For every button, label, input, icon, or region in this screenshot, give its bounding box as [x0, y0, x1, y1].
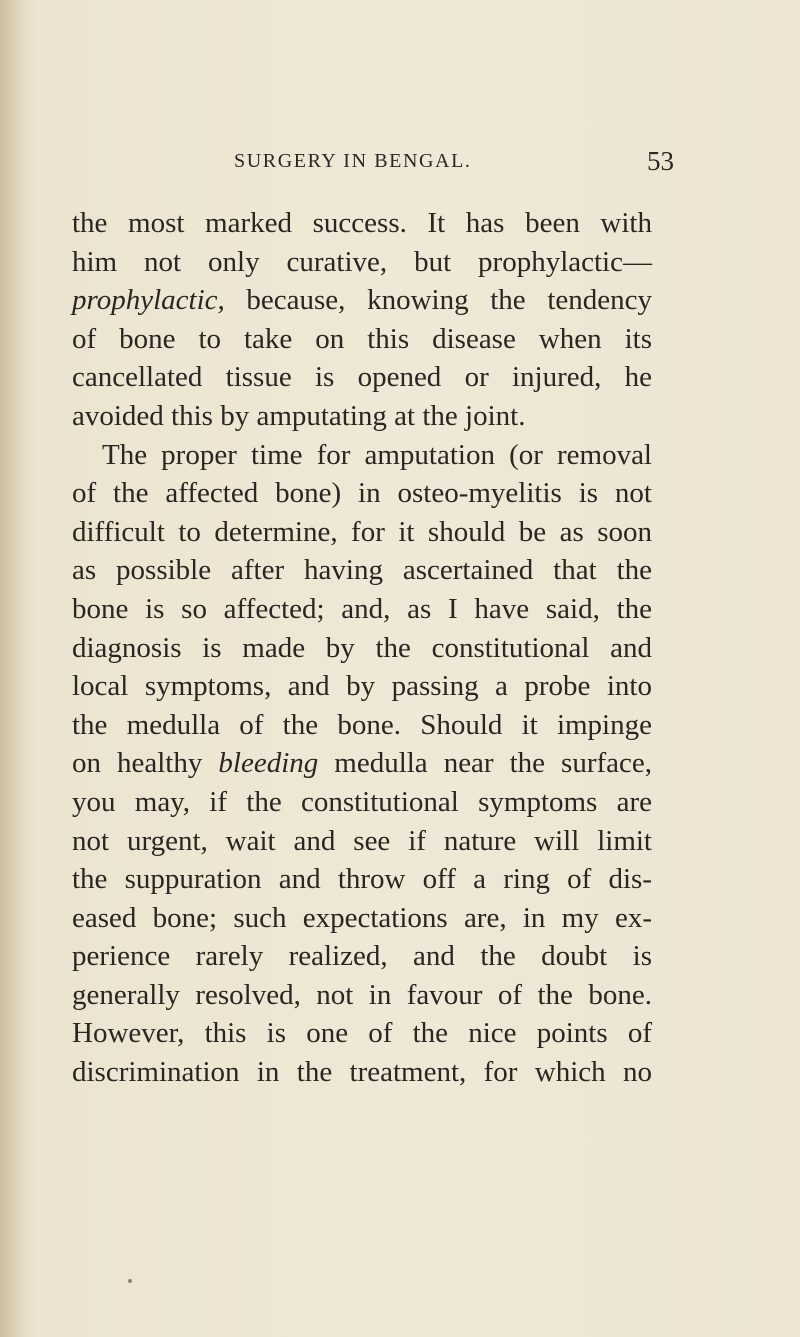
text-line: him not only curative, but prophylactic— [72, 245, 652, 278]
text-line: not urgent, wait and see if nature will limit [72, 824, 652, 857]
text-line: of the affected bone) in osteo-myelitis is not [72, 477, 652, 510]
italic-word: bleeding [218, 747, 319, 780]
italic-word: prophylactic, [72, 284, 225, 317]
page-number: 53 [647, 146, 674, 176]
page-gutter-shadow [0, 0, 26, 1337]
text-line: difficult to determine, for it should be as soon [72, 515, 652, 548]
text-fragment: medulla near the surface, [334, 747, 653, 780]
text-line [72, 744, 652, 783]
text-line: eased bone; such expectations are, in my ex- [72, 901, 652, 934]
text-fragment: on healthy [72, 747, 203, 780]
text-fragment: because, knowing the tendency [246, 284, 652, 317]
text-line: discrimination in the treatment, for which no [72, 1056, 652, 1089]
text-line: the most marked success. It has been with [72, 207, 652, 239]
text-line: However, this is one of the nice points of [72, 1017, 652, 1050]
text-line: generally resolved, not in favour of the bone. [72, 978, 652, 1011]
text-line: The proper time for amputation (or removal [102, 438, 652, 471]
text-line: the suppuration and throw off a ring of dis- [72, 863, 652, 896]
text-line [72, 281, 652, 320]
text-line: cancellated tissue is opened or injured, he [72, 361, 652, 394]
text-line: perience rarely realized, and the doubt is [72, 940, 652, 973]
text-line: you may, if the constitutional symptoms are [72, 785, 652, 818]
page-speck [128, 1279, 132, 1283]
running-title: SURGERY IN BENGAL. [234, 150, 472, 172]
text-line: as possible after having ascertained that the [72, 554, 652, 587]
page-header [234, 146, 674, 178]
text-line: the medulla of the bone. Should it impinge [72, 708, 652, 741]
body-text [72, 204, 652, 1092]
text-line: of bone to take on this disease when its [72, 322, 652, 355]
text-line: bone is so affected; and, as I have said, the [72, 592, 652, 625]
text-line: diagnosis is made by the constitutional and [72, 631, 652, 664]
text-line: local symptoms, and by passing a probe into [72, 670, 652, 703]
text-line: avoided this by amputating at the joint. [72, 399, 526, 432]
